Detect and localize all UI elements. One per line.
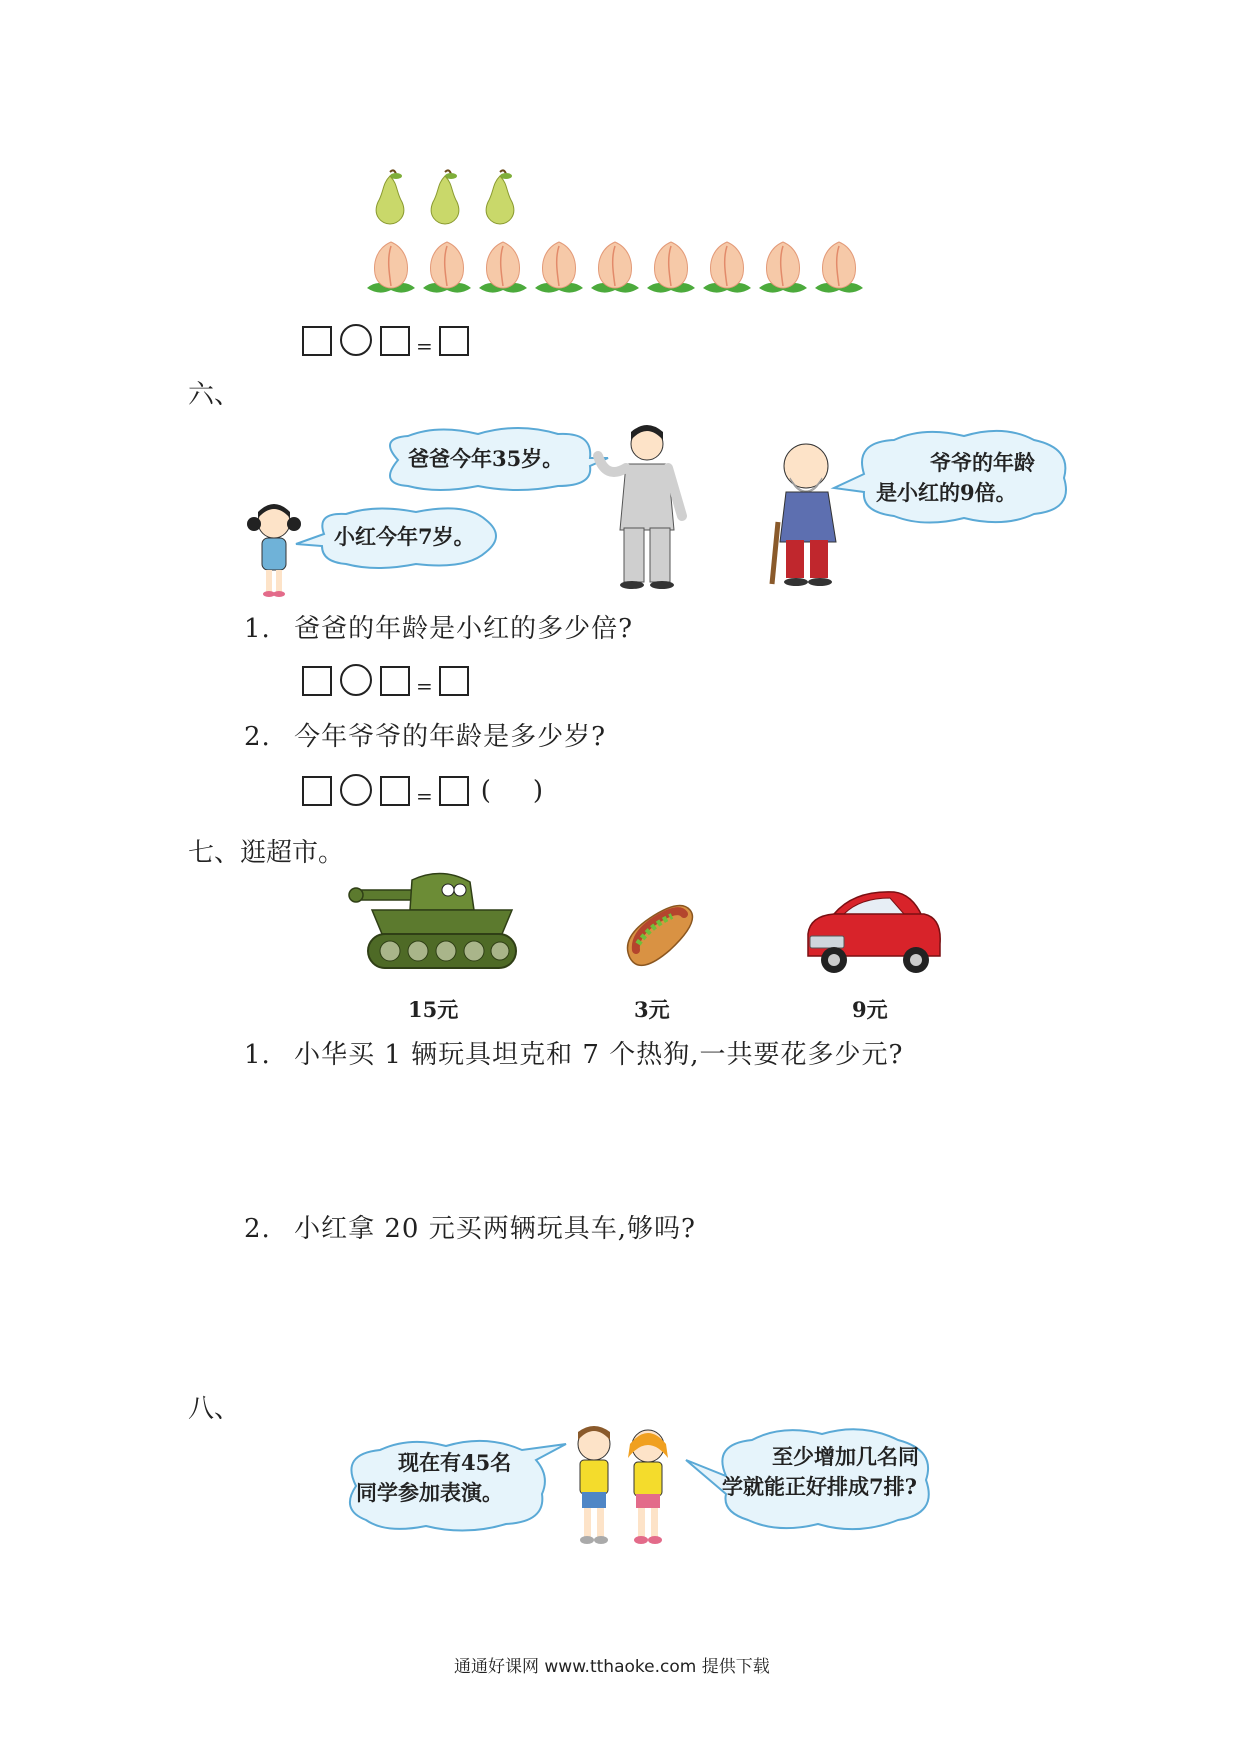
equation-6-2 (302, 774, 543, 806)
answer-box[interactable] (439, 666, 469, 696)
peach-image-7 (701, 238, 753, 296)
answer-box[interactable] (439, 326, 469, 356)
peach-image-8 (757, 238, 809, 296)
girl-xiaohong-illustration (244, 500, 304, 600)
question-6-1 (244, 608, 633, 645)
question-text: 今年爷爷的年龄是多少岁? (294, 722, 607, 752)
pears-row (370, 168, 540, 228)
answer-box[interactable] (302, 776, 332, 806)
footer-source: 通通好课网 www.tthaoke.com 提供下载 (454, 1657, 770, 1677)
peach-image-9 (813, 238, 865, 296)
question-number: 2. (244, 1214, 271, 1244)
equals-sign: = (416, 784, 433, 808)
two-children-illustration (564, 1422, 684, 1552)
toy-car-image (804, 884, 944, 984)
answer-box[interactable] (380, 776, 410, 806)
answer-box[interactable] (302, 326, 332, 356)
question-text: 小华买 1 辆玩具坦克和 7 个热狗,一共要花多少元? (294, 1040, 904, 1070)
operator-circle[interactable] (340, 774, 372, 806)
price-hotdog: 3元 (634, 997, 670, 1022)
question-number: 1. (244, 614, 271, 644)
peach-image-1 (365, 238, 417, 296)
section7-heading: 七、逛超市。 (188, 838, 345, 868)
section8-heading: 八、 (188, 1394, 241, 1424)
toy-tank-image (352, 870, 522, 980)
hotdog-image (620, 898, 700, 978)
question-6-2 (244, 716, 606, 753)
equals-sign: = (416, 334, 433, 358)
bubble-text-dad: 爸爸今年35岁。 (408, 446, 564, 471)
bubble-text-girl: 小红今年7岁。 (334, 524, 475, 549)
operator-circle[interactable] (340, 664, 372, 696)
peach-image-6 (645, 238, 697, 296)
paren-close: ) (532, 776, 544, 806)
operator-circle[interactable] (340, 324, 372, 356)
equals-sign: = (416, 674, 433, 698)
question-number: 1. (244, 1040, 271, 1070)
peach-image-5 (589, 238, 641, 296)
price-car: 9元 (852, 997, 888, 1022)
bubble-text-grandpa-line2: 是小红的9倍。 (876, 480, 1017, 505)
bubble-text-left-line1: 现在有45名 (398, 1450, 512, 1475)
bubble-text-right-line1: 至少增加几名同 (772, 1444, 919, 1469)
dad-illustration (592, 420, 702, 590)
bubble-text-grandpa-line1: 爷爷的年龄 (930, 450, 1035, 475)
equation-6-1 (302, 664, 469, 696)
bubble-text-right-line2: 学就能正好排成7排? (722, 1474, 917, 1499)
question-7-2 (244, 1208, 696, 1245)
pear-image-3 (480, 168, 520, 224)
peach-image-2 (421, 238, 473, 296)
peach-image-4 (533, 238, 585, 296)
answer-box[interactable] (380, 666, 410, 696)
equation-fruits (302, 324, 469, 356)
peach-image-3 (477, 238, 529, 296)
unit-parentheses[interactable] (481, 776, 543, 806)
section6-heading: 六、 (188, 380, 241, 410)
bubble-text-left-line2: 同学参加表演。 (356, 1480, 503, 1505)
pear-image-2 (425, 168, 465, 224)
pear-image-1 (370, 168, 410, 224)
answer-area-7-1[interactable] (244, 1080, 1044, 1190)
answer-box[interactable] (380, 326, 410, 356)
answer-area-7-2[interactable] (244, 1254, 1044, 1374)
paren-open: ( (480, 776, 491, 806)
answer-box[interactable] (439, 776, 469, 806)
question-text: 小红拿 20 元买两辆玩具车,够吗? (294, 1214, 696, 1244)
question-7-1 (244, 1034, 903, 1071)
answer-box[interactable] (302, 666, 332, 696)
question-text: 爸爸的年龄是小红的多少倍? (294, 614, 634, 644)
peaches-row (365, 238, 885, 298)
question-number: 2. (244, 722, 271, 752)
price-tank: 15元 (408, 997, 459, 1022)
